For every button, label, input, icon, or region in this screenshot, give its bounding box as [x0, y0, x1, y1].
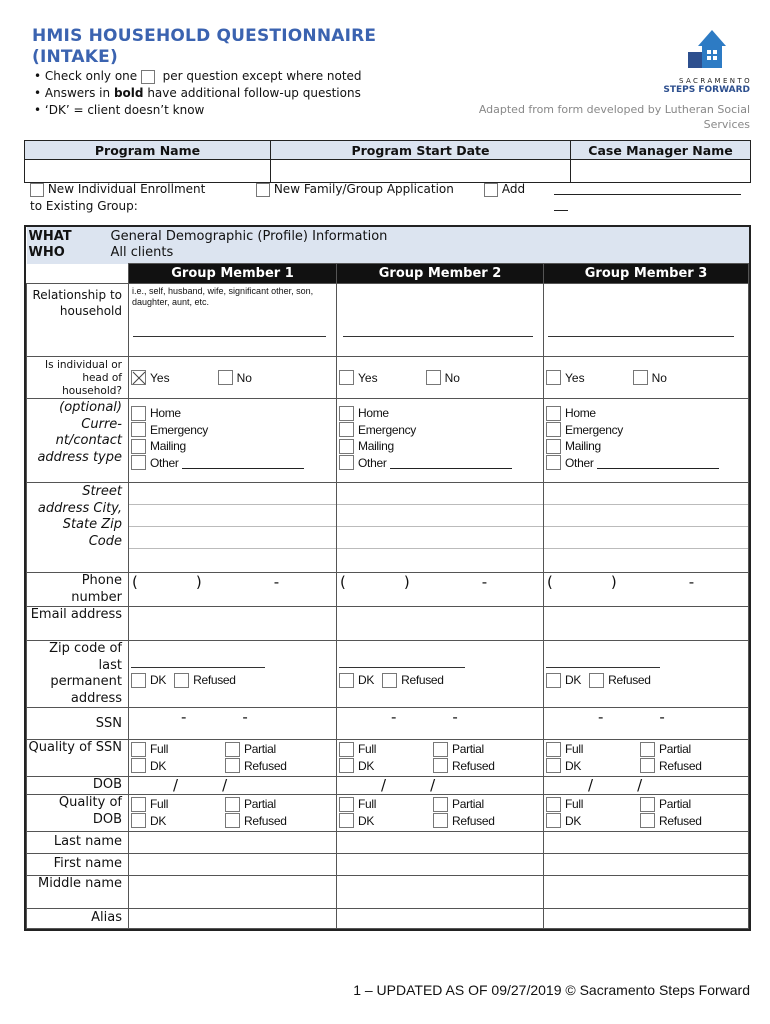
member-2-header: Group Member 2: [337, 264, 544, 284]
dk-label: DK: [150, 813, 167, 828]
add-existing-cont: to Existing Group:: [30, 199, 138, 213]
addr-emergency-checkbox-2[interactable]: [339, 422, 354, 437]
first-name-field-1[interactable]: [129, 854, 337, 876]
head-yes-checkbox-1[interactable]: [131, 370, 146, 385]
addr-other-field-3[interactable]: [597, 457, 719, 469]
dk-label: DK: [358, 758, 375, 773]
ssn-dash: -: [659, 708, 665, 726]
qdob-full-checkbox-2[interactable]: [339, 797, 354, 812]
phone-close-paren: ): [195, 573, 202, 591]
addr-emergency-checkbox-1[interactable]: [131, 422, 146, 437]
program-table: [24, 140, 751, 183]
member-1-header: Group Member 1: [129, 264, 337, 284]
phone-close-paren: ): [610, 573, 617, 591]
qdob-dk-checkbox-1[interactable]: [131, 813, 146, 828]
new-family-label: New Family/Group Application: [273, 182, 454, 196]
program-start-date-field[interactable]: [271, 160, 571, 183]
head-no-checkbox-3[interactable]: [633, 370, 648, 385]
qssn-refused-checkbox-2[interactable]: [433, 758, 448, 773]
form-title: HMIS HOUSEHOLD QUESTIONNAIRE (INTAKE): [32, 26, 377, 67]
yes-label: Yes: [565, 370, 585, 385]
refused-label: Refused: [244, 758, 287, 773]
dk-label: DK: [150, 758, 167, 773]
addr-home-label: Home: [150, 406, 181, 421]
alias-field-2[interactable]: [337, 909, 544, 929]
phone-open-paren: (: [340, 573, 346, 591]
group-name-line-2: [554, 210, 568, 211]
first-name-field-2[interactable]: [337, 854, 544, 876]
bullet-1-post: per question except where noted: [162, 69, 362, 83]
phone-label: Phone number: [27, 573, 129, 607]
demographic-section: [24, 225, 751, 931]
dob-slash: /: [588, 776, 594, 794]
ssn-dash: -: [598, 708, 604, 726]
bullet-2-bold: bold: [113, 86, 144, 100]
instructions: • Check only one per question except where noted • Answers in bold have additional follow-up questions • ‘DK’ = client doesn’t know: [34, 69, 362, 117]
page-footer: 1 – UPDATED AS OF 09/27/2019 © Sacramento Steps Forward: [353, 982, 750, 998]
qssn-partial-checkbox-2[interactable]: [433, 742, 448, 757]
refused-label: Refused: [452, 758, 495, 773]
dob-field-3[interactable]: [544, 777, 749, 795]
who-label: WHO: [28, 245, 65, 260]
relationship-field-2[interactable]: [343, 336, 533, 337]
ssn-dash: -: [452, 708, 458, 726]
email-label: Email address: [27, 607, 129, 641]
zip-refused-checkbox-1[interactable]: [174, 673, 189, 688]
qssn-full-checkbox-3[interactable]: [546, 742, 561, 757]
zip-refused-checkbox-2[interactable]: [382, 673, 397, 688]
bullet-2-pre: Answers in: [44, 86, 111, 100]
refused-label: Refused: [659, 758, 702, 773]
partial-label: Partial: [244, 797, 276, 812]
middle-name-label: Middle name: [27, 876, 129, 909]
qssn-refused-checkbox-3[interactable]: [640, 758, 655, 773]
head-of-household-label: Is individual or head of household?: [27, 357, 129, 399]
dob-slash: /: [173, 776, 179, 794]
last-name-field-2[interactable]: [337, 832, 544, 854]
quality-dob-label: Quality of DOB: [27, 795, 129, 832]
phone-open-paren: (: [547, 573, 553, 591]
relationship-label: Relationship to household: [27, 284, 129, 357]
middle-name-field-2[interactable]: [337, 876, 544, 909]
program-name-field[interactable]: [25, 160, 271, 183]
phone-field-3[interactable]: [544, 573, 749, 607]
partial-label: Partial: [659, 742, 691, 757]
relationship-field-3[interactable]: [548, 336, 734, 337]
ssn-dash: -: [391, 708, 397, 726]
full-label: Full: [565, 742, 584, 757]
full-label: Full: [358, 797, 377, 812]
zip-dk-checkbox-3[interactable]: [546, 673, 561, 688]
head-no-checkbox-1[interactable]: [218, 370, 233, 385]
relationship-field-1[interactable]: [133, 336, 326, 337]
ssn-field-2[interactable]: [337, 708, 544, 740]
case-manager-field[interactable]: [571, 160, 751, 183]
head-yes-checkbox-3[interactable]: [546, 370, 561, 385]
addr-home-checkbox-2[interactable]: [339, 406, 354, 421]
what-label: WHAT: [28, 229, 72, 244]
ssn-field-3[interactable]: [544, 708, 749, 740]
qdob-dk-checkbox-2[interactable]: [339, 813, 354, 828]
addr-other-label: Other: [150, 455, 179, 470]
dk-label: DK: [358, 673, 375, 688]
dk-label: DK: [565, 758, 582, 773]
addr-emergency-label: Emergency: [150, 422, 208, 437]
addr-other-field-2[interactable]: [390, 457, 512, 469]
refused-label: Refused: [452, 813, 495, 828]
no-label: No: [444, 370, 460, 385]
zip-dk-checkbox-1[interactable]: [131, 673, 146, 688]
phone-open-paren: (: [132, 573, 138, 591]
full-label: Full: [150, 797, 169, 812]
qdob-refused-checkbox-2[interactable]: [433, 813, 448, 828]
qdob-partial-checkbox-3[interactable]: [640, 797, 655, 812]
first-name-label: First name: [27, 854, 129, 876]
refused-label: Refused: [193, 673, 236, 688]
head-yes-checkbox-2[interactable]: [339, 370, 354, 385]
phone-field-1[interactable]: [129, 573, 337, 607]
bullet-2-post: have additional follow-up questions: [147, 86, 361, 100]
addr-other-checkbox-3[interactable]: [546, 455, 561, 470]
dob-field-1[interactable]: [129, 777, 337, 795]
qssn-partial-checkbox-3[interactable]: [640, 742, 655, 757]
middle-name-field-3[interactable]: [544, 876, 749, 909]
qssn-full-checkbox-1[interactable]: [131, 742, 146, 757]
logo-text-line2: STEPS FORWARD: [663, 85, 750, 95]
who-value: All clients: [110, 245, 174, 260]
addr-mailing-checkbox-1[interactable]: [131, 439, 146, 454]
dob-field-2[interactable]: [337, 777, 544, 795]
qdob-refused-checkbox-3[interactable]: [640, 813, 655, 828]
ssn-label: SSN: [27, 708, 129, 740]
bullet-1-pre: Check only one: [44, 69, 138, 83]
addr-home-label: Home: [358, 406, 389, 421]
dk-label: DK: [358, 813, 375, 828]
yes-label: Yes: [150, 370, 170, 385]
program-name-header: Program Name: [25, 141, 271, 160]
partial-label: Partial: [659, 797, 691, 812]
addr-emergency-label: Emergency: [358, 422, 416, 437]
addr-other-label: Other: [358, 455, 387, 470]
dob-slash: /: [430, 776, 436, 794]
refused-label: Refused: [659, 813, 702, 828]
zip-field-2[interactable]: [339, 667, 465, 668]
addr-mailing-checkbox-3[interactable]: [546, 439, 561, 454]
qdob-partial-checkbox-1[interactable]: [225, 797, 240, 812]
partial-label: Partial: [244, 742, 276, 757]
qssn-full-checkbox-2[interactable]: [339, 742, 354, 757]
addr-mailing-checkbox-2[interactable]: [339, 439, 354, 454]
addr-other-label: Other: [565, 455, 594, 470]
group-name-line[interactable]: [554, 194, 741, 195]
qssn-dk-checkbox-3[interactable]: [546, 758, 561, 773]
qssn-dk-checkbox-1[interactable]: [131, 758, 146, 773]
qssn-dk-checkbox-2[interactable]: [339, 758, 354, 773]
dob-slash: /: [381, 776, 387, 794]
middle-name-field-1[interactable]: [129, 876, 337, 909]
addr-home-label: Home: [565, 406, 596, 421]
phone-close-paren: ): [403, 573, 410, 591]
email-field-3[interactable]: [544, 607, 749, 641]
zip-field-1[interactable]: [131, 667, 265, 668]
new-individual-checkbox[interactable]: [30, 183, 44, 197]
addr-other-checkbox-1[interactable]: [131, 455, 146, 470]
qdob-refused-checkbox-1[interactable]: [225, 813, 240, 828]
full-label: Full: [358, 742, 377, 757]
qdob-partial-checkbox-2[interactable]: [433, 797, 448, 812]
last-name-field-3[interactable]: [544, 832, 749, 854]
dob-slash: /: [637, 776, 643, 794]
new-family-checkbox[interactable]: [256, 183, 270, 197]
dk-label: DK: [565, 673, 582, 688]
relationship-hint: i.e., self, husband, wife, significant other, son, daughter, aunt, etc.: [132, 286, 314, 307]
phone-dash: -: [688, 573, 695, 591]
addr-other-field-1[interactable]: [182, 457, 304, 469]
new-individual-label: New Individual Enrollment: [47, 182, 206, 196]
case-manager-header: Case Manager Name: [571, 141, 751, 160]
ssn-dash: -: [181, 708, 187, 726]
zip-field-3[interactable]: [546, 667, 660, 668]
addr-mailing-label: Mailing: [358, 439, 394, 454]
email-field-1[interactable]: [129, 607, 337, 641]
ssn-field-1[interactable]: [129, 708, 337, 740]
dk-label: DK: [565, 813, 582, 828]
addr-home-checkbox-3[interactable]: [546, 406, 561, 421]
example-checkbox: [141, 70, 155, 84]
refused-label: Refused: [401, 673, 444, 688]
what-value: General Demographic (Profile) Information: [110, 229, 388, 244]
phone-field-2[interactable]: [337, 573, 544, 607]
zip-label: Zip code of last permanent address: [27, 641, 129, 708]
yes-label: Yes: [358, 370, 378, 385]
program-start-date-header: Program Start Date: [271, 141, 571, 160]
head-no-checkbox-2[interactable]: [426, 370, 441, 385]
alias-field-1[interactable]: [129, 909, 337, 929]
add-existing-label: Add: [501, 182, 526, 196]
addr-home-checkbox-1[interactable]: [131, 406, 146, 421]
phone-dash: -: [273, 573, 280, 591]
phone-dash: -: [481, 573, 488, 591]
first-name-field-3[interactable]: [544, 854, 749, 876]
adapted-note: Adapted from form developed by Lutheran Social Services: [478, 103, 750, 131]
qdob-dk-checkbox-3[interactable]: [546, 813, 561, 828]
last-name-label: Last name: [27, 832, 129, 854]
partial-label: Partial: [452, 797, 484, 812]
dob-label: DOB: [27, 777, 129, 795]
bullet-3: ‘DK’ = client doesn’t know: [44, 103, 205, 117]
addr-emergency-checkbox-3[interactable]: [546, 422, 561, 437]
qssn-refused-checkbox-1[interactable]: [225, 758, 240, 773]
last-name-field-1[interactable]: [129, 832, 337, 854]
addr-mailing-label: Mailing: [150, 439, 186, 454]
alias-field-3[interactable]: [544, 909, 749, 929]
refused-label: Refused: [608, 673, 651, 688]
no-label: No: [236, 370, 252, 385]
ssn-dash: -: [242, 708, 248, 726]
zip-dk-checkbox-2[interactable]: [339, 673, 354, 688]
checked-x-icon: [132, 371, 146, 385]
add-existing-checkbox[interactable]: [484, 183, 498, 197]
addr-emergency-label: Emergency: [565, 422, 623, 437]
dk-label: DK: [150, 673, 167, 688]
qssn-partial-checkbox-1[interactable]: [225, 742, 240, 757]
addr-other-checkbox-2[interactable]: [339, 455, 354, 470]
full-label: Full: [150, 742, 169, 757]
qdob-full-checkbox-1[interactable]: [131, 797, 146, 812]
partial-label: Partial: [452, 742, 484, 757]
addr-mailing-label: Mailing: [565, 439, 601, 454]
email-field-2[interactable]: [337, 607, 544, 641]
alias-label: Alias: [27, 909, 129, 929]
full-label: Full: [565, 797, 584, 812]
street-address-label: Street address City, State Zip Code: [27, 483, 129, 573]
logo-text-line1: SACRAMENTO: [679, 77, 752, 85]
refused-label: Refused: [244, 813, 287, 828]
member-3-header: Group Member 3: [544, 264, 749, 284]
dob-slash: /: [222, 776, 228, 794]
address-type-label: (optional) Curre-nt/contact address type: [27, 399, 129, 483]
zip-refused-checkbox-3[interactable]: [589, 673, 604, 688]
qdob-full-checkbox-3[interactable]: [546, 797, 561, 812]
quality-ssn-label: Quality of SSN: [27, 740, 129, 777]
no-label: No: [651, 370, 667, 385]
